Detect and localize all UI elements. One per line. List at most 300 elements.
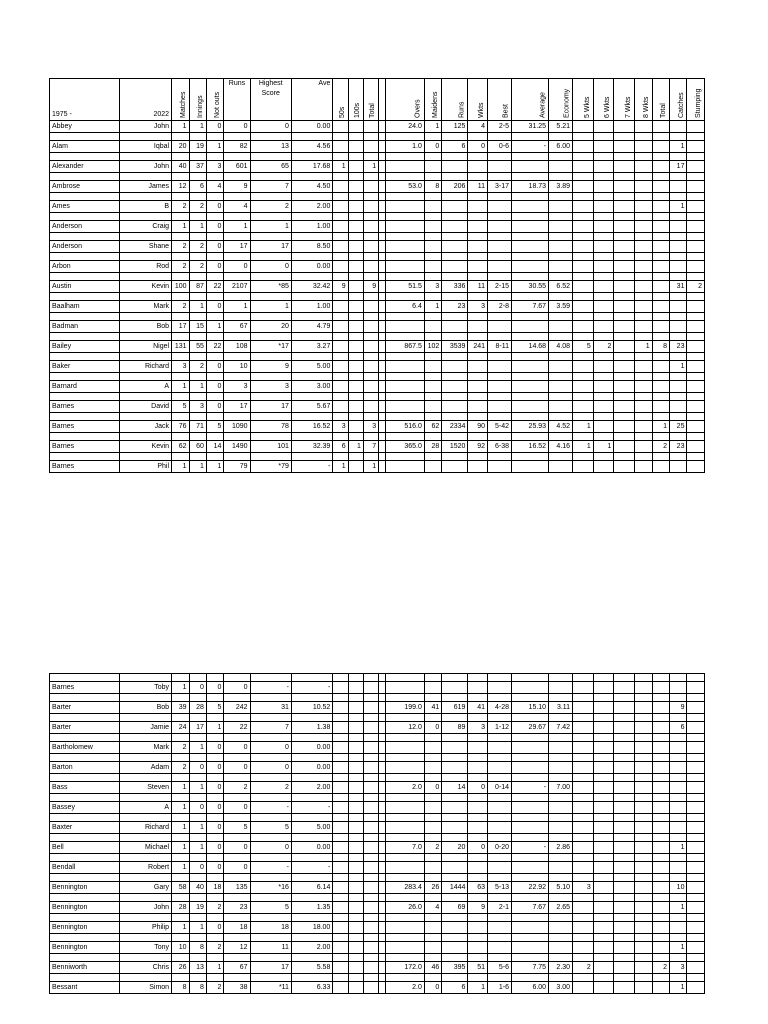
stat-cell <box>424 922 441 934</box>
firstname-cell: Bob <box>119 702 171 714</box>
stat-cell: 7.75 <box>512 962 549 974</box>
stat-cell: 5.21 <box>549 121 573 133</box>
stat-cell <box>573 822 594 834</box>
stat-cell: 6 <box>442 141 468 153</box>
stat-cell: 1 <box>670 201 687 213</box>
stat-cell <box>333 822 348 834</box>
stat-cell <box>670 862 687 874</box>
stat-cell <box>333 802 348 814</box>
stat-cell: 25.93 <box>512 421 549 433</box>
stat-cell <box>363 181 378 193</box>
stat-cell <box>488 762 512 774</box>
stat-cell <box>363 922 378 934</box>
stat-cell: 172.0 <box>385 962 424 974</box>
table-row <box>50 882 705 894</box>
stat-cell: 2 <box>250 782 291 794</box>
col-bowl-average: Average <box>512 79 549 121</box>
stat-cell <box>670 822 687 834</box>
stat-cell <box>652 241 669 253</box>
stat-cell: 3.59 <box>549 301 573 313</box>
stat-cell: 18 <box>224 922 250 934</box>
stat-cell <box>635 902 652 914</box>
stat-cell <box>593 381 614 393</box>
stat-cell <box>363 742 378 754</box>
stat-cell <box>512 762 549 774</box>
stat-cell: 41 <box>424 702 441 714</box>
stat-cell: 0 <box>250 742 291 754</box>
stat-cell <box>385 381 424 393</box>
stat-cell <box>512 221 549 233</box>
stat-cell <box>670 181 687 193</box>
stat-cell <box>333 401 348 413</box>
stat-cell <box>348 141 363 153</box>
firstname-cell: Jamie <box>119 722 171 734</box>
stat-cell <box>614 742 635 754</box>
stat-cell: 125 <box>442 121 468 133</box>
stat-cell: 23 <box>224 902 250 914</box>
stat-cell: 3539 <box>442 341 468 353</box>
stat-cell <box>385 802 424 814</box>
surname-cell: Bartholomew <box>50 742 120 754</box>
stat-cell: 12 <box>172 181 189 193</box>
stat-cell: 242 <box>224 702 250 714</box>
stat-cell: 24.0 <box>385 121 424 133</box>
stat-cell <box>652 381 669 393</box>
stat-cell <box>442 822 468 834</box>
stat-cell: 1 <box>206 141 223 153</box>
stat-cell: 8.50 <box>291 241 332 253</box>
stat-cell: 1 <box>189 822 206 834</box>
stat-cell <box>348 762 363 774</box>
stat-cell: 2.0 <box>385 982 424 994</box>
stat-cell: 92 <box>468 441 488 453</box>
stat-cell: - <box>291 802 332 814</box>
stat-cell <box>635 862 652 874</box>
stat-cell <box>635 121 652 133</box>
stat-cell <box>687 221 705 233</box>
surname-cell: Barter <box>50 722 120 734</box>
stat-cell <box>363 141 378 153</box>
stat-cell: 5 <box>573 341 594 353</box>
stat-cell: 51 <box>468 962 488 974</box>
stat-cell <box>670 121 687 133</box>
table-row <box>50 702 705 714</box>
stat-cell: 6.00 <box>512 982 549 994</box>
col-8-wkts: 8 Wkts <box>635 79 652 121</box>
stat-cell: 0 <box>250 762 291 774</box>
stat-cell: - <box>250 802 291 814</box>
stat-cell: 0 <box>468 782 488 794</box>
stat-cell <box>614 421 635 433</box>
stat-cell <box>573 722 594 734</box>
stat-cell <box>635 161 652 173</box>
stat-cell: 1 <box>468 982 488 994</box>
stat-cell <box>670 922 687 934</box>
stat-cell <box>652 822 669 834</box>
stat-cell <box>573 201 594 213</box>
stat-cell <box>424 742 441 754</box>
stat-cell <box>687 121 705 133</box>
stat-cell: 28 <box>424 441 441 453</box>
stat-cell: 4-28 <box>488 702 512 714</box>
stat-cell <box>363 321 378 333</box>
stat-cell <box>593 682 614 694</box>
stat-cell <box>593 261 614 273</box>
stat-cell <box>652 161 669 173</box>
stat-cell <box>593 702 614 714</box>
stat-cell: 1.35 <box>291 902 332 914</box>
stat-cell <box>652 221 669 233</box>
stat-cell: 4.08 <box>549 341 573 353</box>
stat-cell <box>635 181 652 193</box>
stat-cell: 3.00 <box>549 982 573 994</box>
stat-cell: 11 <box>468 281 488 293</box>
stat-cell <box>488 321 512 333</box>
stat-cell: 17 <box>224 241 250 253</box>
col-highest-score: Highest Score <box>250 79 291 121</box>
stat-cell: 17 <box>224 401 250 413</box>
stat-cell <box>512 261 549 273</box>
firstname-cell: Chris <box>119 962 171 974</box>
stat-cell <box>549 381 573 393</box>
stat-cell: 2.00 <box>291 201 332 213</box>
stat-cell: 14 <box>206 441 223 453</box>
col-maidens: Maidens <box>424 79 441 121</box>
stat-cell <box>670 321 687 333</box>
stat-cell: 23 <box>670 441 687 453</box>
stat-cell <box>363 902 378 914</box>
table-row <box>50 982 705 994</box>
stat-cell <box>614 902 635 914</box>
table-row <box>50 461 705 473</box>
stat-cell <box>614 842 635 854</box>
surname-cell: Arbon <box>50 261 120 273</box>
stat-cell <box>348 902 363 914</box>
stat-cell <box>573 902 594 914</box>
col-not-outs: Not outs <box>206 79 223 121</box>
stat-cell <box>687 301 705 313</box>
stat-cell <box>363 842 378 854</box>
stat-cell: 206 <box>442 181 468 193</box>
stat-cell: 0 <box>206 862 223 874</box>
stat-cell <box>348 862 363 874</box>
col-innings: Innings <box>189 79 206 121</box>
stat-cell <box>635 962 652 974</box>
stat-cell: 5-13 <box>488 882 512 894</box>
stat-cell: 0 <box>206 361 223 373</box>
stat-cell: 3 <box>363 421 378 433</box>
stat-cell: 0 <box>189 862 206 874</box>
surname-cell: Anderson <box>50 241 120 253</box>
stat-cell <box>670 301 687 313</box>
stat-cell <box>385 682 424 694</box>
stat-cell: 16.52 <box>512 441 549 453</box>
stat-cell: 3 <box>189 401 206 413</box>
stat-cell: 1 <box>189 381 206 393</box>
surname-cell: Barter <box>50 702 120 714</box>
stat-cell <box>635 421 652 433</box>
stat-cell <box>488 822 512 834</box>
stat-cell <box>333 762 348 774</box>
stat-cell <box>363 962 378 974</box>
stat-cell: 40 <box>172 161 189 173</box>
stat-cell <box>635 401 652 413</box>
stat-cell: 619 <box>442 702 468 714</box>
surname-cell: Barnes <box>50 401 120 413</box>
stat-cell: 2334 <box>442 421 468 433</box>
stat-cell: 3 <box>250 381 291 393</box>
stat-cell: 5.00 <box>291 361 332 373</box>
stat-cell: 2.65 <box>549 902 573 914</box>
stat-cell <box>442 361 468 373</box>
stat-cell: 9 <box>250 361 291 373</box>
stat-cell: 31 <box>250 702 291 714</box>
stat-cell <box>348 161 363 173</box>
stat-cell <box>670 682 687 694</box>
stat-cell <box>635 461 652 473</box>
stat-cell: 30.55 <box>512 281 549 293</box>
stat-cell <box>488 381 512 393</box>
stat-cell: 0 <box>250 121 291 133</box>
stat-cell <box>424 221 441 233</box>
stat-cell: 14 <box>442 782 468 794</box>
firstname-cell: Rod <box>119 261 171 273</box>
stat-cell <box>512 942 549 954</box>
stat-cell: 2-5 <box>488 121 512 133</box>
col-stumping: Stumping <box>687 79 705 121</box>
firstname-cell: Richard <box>119 822 171 834</box>
stat-cell: 53.0 <box>385 181 424 193</box>
stat-cell <box>549 822 573 834</box>
stat-cell: 0 <box>424 141 441 153</box>
stat-cell: 5.00 <box>291 822 332 834</box>
stat-cell: 0.00 <box>291 742 332 754</box>
stat-cell: 2 <box>206 942 223 954</box>
stat-cell <box>687 782 705 794</box>
stat-cell: 1 <box>670 361 687 373</box>
stat-cell: 2 <box>652 441 669 453</box>
stat-cell <box>442 321 468 333</box>
stat-cell: 0.00 <box>291 261 332 273</box>
stat-cell: 1 <box>189 221 206 233</box>
firstname-cell: Tony <box>119 942 171 954</box>
surname-cell: Barnes <box>50 461 120 473</box>
stat-cell <box>635 822 652 834</box>
stat-cell <box>468 822 488 834</box>
stat-cell <box>652 702 669 714</box>
stat-cell: 0 <box>206 682 223 694</box>
stat-cell: 65 <box>250 161 291 173</box>
stat-cell: 0 <box>206 782 223 794</box>
stat-cell: - <box>291 862 332 874</box>
stat-cell: 3-17 <box>488 181 512 193</box>
stat-cell: 2107 <box>224 281 250 293</box>
stat-cell: 5 <box>250 822 291 834</box>
surname-cell: Bessant <box>50 982 120 994</box>
stat-cell: 1 <box>172 121 189 133</box>
stat-cell <box>385 942 424 954</box>
stat-cell: 0 <box>189 762 206 774</box>
stat-cell <box>635 742 652 754</box>
stat-cell: 2 <box>189 261 206 273</box>
stat-cell: 62 <box>424 421 441 433</box>
stat-cell <box>333 261 348 273</box>
table-row <box>50 922 705 934</box>
surname-cell: Baxter <box>50 822 120 834</box>
stat-cell <box>573 842 594 854</box>
stat-cell: 0 <box>206 121 223 133</box>
stat-cell <box>348 221 363 233</box>
stat-cell: 1 <box>224 221 250 233</box>
stat-cell: 4.52 <box>549 421 573 433</box>
firstname-cell: Robert <box>119 862 171 874</box>
stat-cell <box>385 461 424 473</box>
stat-cell: 7.42 <box>549 722 573 734</box>
stat-cell <box>385 742 424 754</box>
stat-cell: 108 <box>224 341 250 353</box>
surname-cell: Ames <box>50 201 120 213</box>
surname-cell: Barnes <box>50 682 120 694</box>
stat-cell <box>442 762 468 774</box>
stat-cell: 19 <box>189 902 206 914</box>
stat-cell <box>593 201 614 213</box>
col-bat-total: Total <box>363 79 378 121</box>
stat-cell: 15.10 <box>512 702 549 714</box>
stat-cell: 7 <box>250 722 291 734</box>
col-5-wkts: 5 Wkts <box>573 79 594 121</box>
table-row <box>50 682 705 694</box>
stat-cell: 1 <box>172 822 189 834</box>
stat-cell <box>614 822 635 834</box>
stat-cell: 9 <box>224 181 250 193</box>
stat-cell <box>614 261 635 273</box>
stat-cell <box>424 261 441 273</box>
firstname-cell: Michael <box>119 842 171 854</box>
stat-cell <box>614 301 635 313</box>
table-row <box>50 201 705 213</box>
stat-cell: 0 <box>224 842 250 854</box>
stat-cell <box>424 381 441 393</box>
stat-cell: 7 <box>363 441 378 453</box>
stat-cell: 0 <box>206 381 223 393</box>
stat-cell: 60 <box>189 441 206 453</box>
stat-cell: 0 <box>224 862 250 874</box>
stat-cell: 0 <box>224 742 250 754</box>
stat-cell: 9 <box>333 281 348 293</box>
firstname-cell: Jack <box>119 421 171 433</box>
stat-cell <box>593 862 614 874</box>
stat-cell: 1.00 <box>291 221 332 233</box>
stat-cell <box>593 722 614 734</box>
stat-cell <box>573 321 594 333</box>
stat-cell <box>687 902 705 914</box>
stat-cell: 0 <box>206 241 223 253</box>
stat-cell <box>468 802 488 814</box>
stat-cell <box>687 161 705 173</box>
stat-cell <box>614 461 635 473</box>
stat-cell <box>687 381 705 393</box>
stat-cell: 1.00 <box>291 301 332 313</box>
table-row <box>50 742 705 754</box>
stat-cell: 1 <box>189 922 206 934</box>
stat-cell: 2 <box>224 782 250 794</box>
stat-cell <box>614 982 635 994</box>
stat-cell <box>512 822 549 834</box>
stat-cell <box>573 682 594 694</box>
stat-cell: 0 <box>224 261 250 273</box>
stat-cell: 6 <box>333 441 348 453</box>
stat-cell <box>687 341 705 353</box>
stat-cell: 3 <box>206 161 223 173</box>
table-row <box>50 782 705 794</box>
stat-cell: 2.00 <box>291 782 332 794</box>
stat-cell <box>442 862 468 874</box>
stat-cell: 1 <box>573 421 594 433</box>
table-row <box>50 261 705 273</box>
stat-cell <box>652 461 669 473</box>
surname-cell: Benniworth <box>50 962 120 974</box>
stat-cell <box>363 982 378 994</box>
stat-cell: 8 <box>652 341 669 353</box>
stat-cell: 0 <box>224 762 250 774</box>
stat-cell: 2-8 <box>488 301 512 313</box>
stat-cell: 9 <box>468 902 488 914</box>
stat-cell: 1 <box>363 461 378 473</box>
stat-cell <box>573 942 594 954</box>
stat-cell: 7 <box>250 181 291 193</box>
stat-cell <box>614 401 635 413</box>
table-row <box>50 862 705 874</box>
stat-cell: 0-20 <box>488 842 512 854</box>
stat-cell: 6.14 <box>291 882 332 894</box>
surname-cell: Barnes <box>50 421 120 433</box>
stat-cell <box>512 922 549 934</box>
stat-cell <box>614 882 635 894</box>
stat-cell: 89 <box>442 722 468 734</box>
stat-cell: 8 <box>172 982 189 994</box>
stat-cell <box>348 461 363 473</box>
stat-cell <box>363 381 378 393</box>
stat-cell <box>652 782 669 794</box>
stat-cell <box>385 241 424 253</box>
col-average: Ave <box>291 79 332 121</box>
stat-cell <box>442 742 468 754</box>
stat-cell: 22 <box>224 722 250 734</box>
stat-cell: 4.16 <box>549 441 573 453</box>
stat-cell <box>442 381 468 393</box>
stat-cell: 2 <box>189 241 206 253</box>
stat-cell <box>348 702 363 714</box>
stat-cell: 14.68 <box>512 341 549 353</box>
stat-cell: 2.0 <box>385 782 424 794</box>
stat-cell <box>442 241 468 253</box>
stat-cell <box>593 982 614 994</box>
stat-cell <box>614 782 635 794</box>
stat-cell <box>614 702 635 714</box>
stat-cell <box>635 321 652 333</box>
firstname-cell: A <box>119 802 171 814</box>
stat-cell: 90 <box>468 421 488 433</box>
stat-cell <box>687 822 705 834</box>
stats-table-1 <box>49 78 705 473</box>
stat-cell <box>442 942 468 954</box>
stat-cell <box>363 942 378 954</box>
stat-cell <box>635 802 652 814</box>
stat-cell <box>573 381 594 393</box>
table-row <box>50 381 705 393</box>
stat-cell: 1 <box>670 842 687 854</box>
stat-cell: 41 <box>468 702 488 714</box>
